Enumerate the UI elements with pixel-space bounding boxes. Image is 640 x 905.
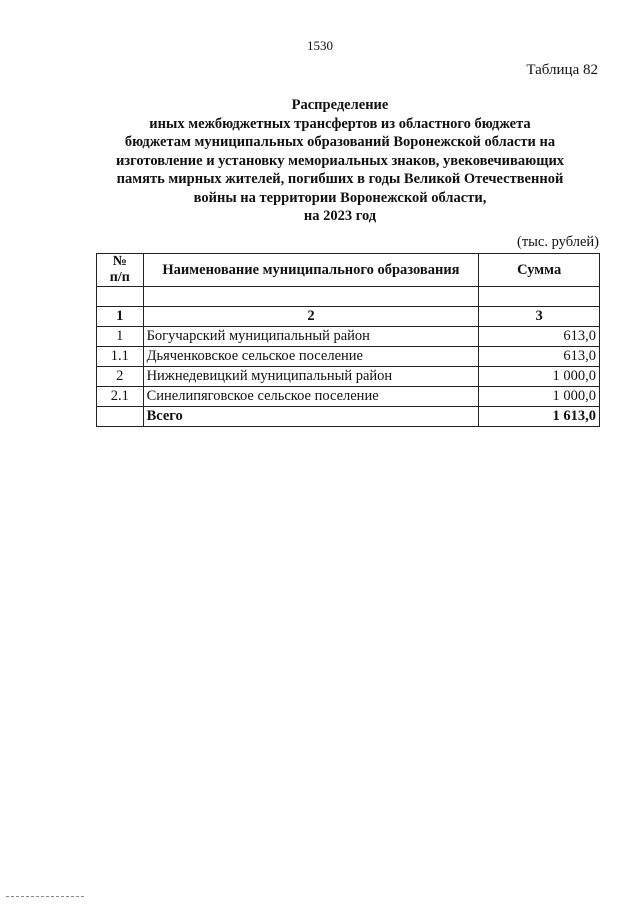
row-sum: 1 000,0: [479, 387, 600, 407]
gap-cell: [143, 287, 479, 307]
footer-divider: [6, 896, 84, 897]
column-index: 1: [97, 307, 144, 327]
table-header-row: [97, 254, 600, 287]
gap-cell: [97, 287, 144, 307]
row-name: Нижнедевицкий муниципальный район: [143, 367, 479, 387]
row-sum: 613,0: [479, 327, 600, 347]
row-sum: 1 000,0: [479, 367, 600, 387]
row-number: 1: [97, 327, 144, 347]
title-line: бюджетам муниципальных образований Воронежской области на: [124, 134, 556, 150]
table-row: [97, 347, 600, 367]
title-line: изготовление и установку мемориальных знаков, увековечивающих: [115, 152, 565, 169]
page-number: 1530: [307, 38, 333, 53]
title-line: войны на территории Воронежской области,: [193, 189, 487, 206]
table-row: [97, 387, 600, 407]
total-row: [97, 407, 600, 427]
title-line: Распределение: [291, 97, 389, 113]
table-row: [97, 327, 600, 347]
title-line: память мирных жителей, погибших в годы Великой Отечественной: [116, 171, 564, 187]
header-number: [97, 254, 144, 287]
row-number: 1.1: [97, 347, 144, 367]
gap-cell: [479, 287, 600, 307]
total-sum: 1 613,0: [479, 407, 600, 427]
document-title: [70, 96, 610, 226]
total-number: [97, 407, 144, 427]
row-sum: 613,0: [479, 347, 600, 367]
total-label: Всего: [143, 407, 479, 427]
title-line: на 2023 год: [303, 208, 377, 224]
row-number: 2: [97, 367, 144, 387]
header-name: Наименование муниципального образования: [143, 254, 479, 287]
row-name: Богучарский муниципальный район: [143, 327, 479, 347]
header-sum: Сумма: [479, 254, 600, 287]
row-name: Синелипяговское сельское поселение: [143, 387, 479, 407]
column-index: 2: [143, 307, 479, 327]
row-number: 2.1: [97, 387, 144, 407]
column-index-row: [97, 307, 600, 327]
column-index: 3: [479, 307, 600, 327]
row-name: Дьяченковское сельское поселение: [143, 347, 479, 367]
table-row: [97, 367, 600, 387]
table-label: Таблица 82: [526, 62, 598, 78]
title-line: иных межбюджетных трансфертов из областного бюджета: [149, 115, 531, 132]
table-gap: [97, 287, 600, 307]
header-number-line1: №: [112, 254, 127, 269]
units-label: (тыс. рублей): [517, 234, 599, 250]
distribution-table: [96, 253, 600, 427]
header-number-line2: п/п: [109, 270, 130, 285]
